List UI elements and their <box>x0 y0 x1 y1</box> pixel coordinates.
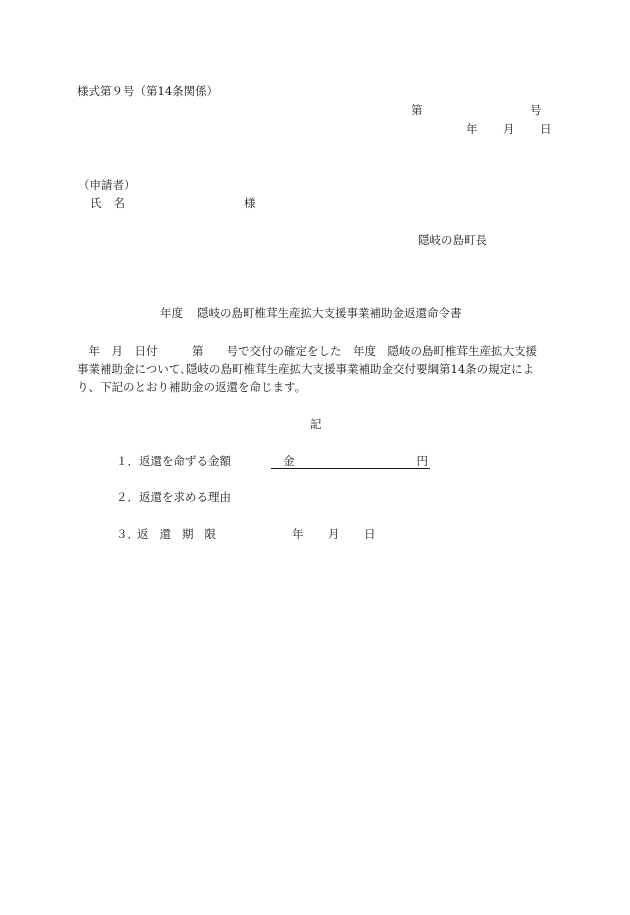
amount-field <box>271 454 430 469</box>
deadline-year: 年 <box>292 527 304 541</box>
applicant-label: （申請者） <box>78 178 136 192</box>
item3-number: ３． <box>116 527 139 541</box>
body-line: 年 月 日付 第 号で交付の確定をした 年度 隠岐の島町椎茸生産拡大支援 <box>77 344 537 358</box>
honorific: 様 <box>244 196 256 210</box>
amount-kin: 金 <box>283 454 295 468</box>
ki-heading: 記 <box>310 417 322 431</box>
document-title: 隠岐の島町椎茸生産拡大支援事業補助金返還命令書 <box>197 306 462 320</box>
issue-date-month: 月 <box>503 122 515 136</box>
form-label: 様式第９号（第14条関係） <box>77 84 219 98</box>
amount-en: 円 <box>416 454 428 468</box>
item2-label: ２．返還を求める理由 <box>116 490 231 504</box>
body-line: り、下記のとおり補助金の返還を命じます。 <box>77 380 307 394</box>
issuer-name: 隠岐の島町長 <box>418 233 487 247</box>
item3-label: 返還期限 <box>137 527 227 541</box>
doc-number-dai: 第 <box>411 103 423 117</box>
doc-number-go: 号 <box>530 103 542 117</box>
name-label: 氏名 <box>90 196 137 210</box>
issue-date-year: 年 <box>466 122 478 136</box>
deadline-month: 月 <box>328 527 340 541</box>
item1-label: １．返還を命ずる金額 <box>116 454 231 468</box>
body-line: 事業補助金について､隠岐の島町椎茸生産拡大支援事業補助金交付要綱第14条の規定によ <box>77 362 535 376</box>
deadline-day: 日 <box>364 527 376 541</box>
issue-date-day: 日 <box>540 122 552 136</box>
title-fiscal-year: 年度 <box>160 306 183 320</box>
body-paragraph <box>77 342 563 396</box>
